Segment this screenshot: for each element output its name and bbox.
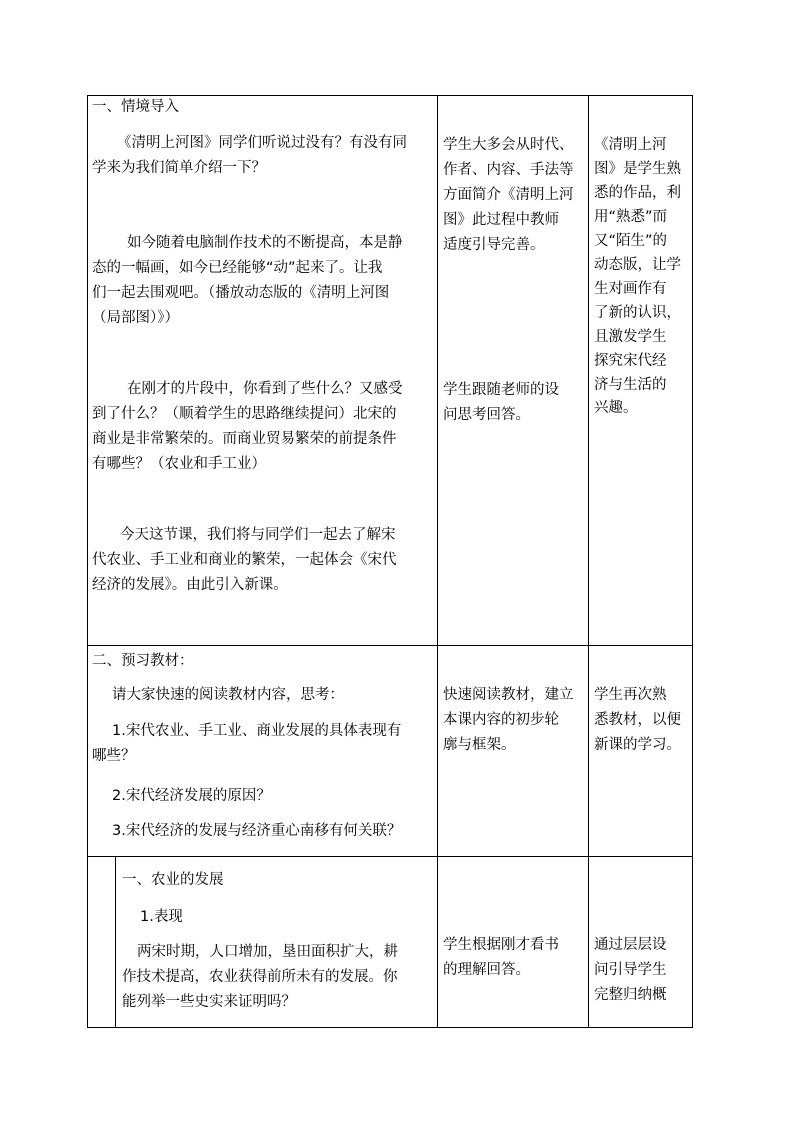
paragraph-line: 用“熟悉”而 <box>594 209 668 225</box>
paragraph-line: 动态版，让学 <box>594 257 681 273</box>
paragraph-line: 方面简介《清明上河 <box>443 187 574 203</box>
paragraph-line: 图》此过程中教师 <box>443 212 559 228</box>
table-border-right <box>692 95 693 1028</box>
paragraph-line: 代农业、手工业和商业的繁荣，一起体会《宋代 <box>92 552 397 568</box>
paragraph-line: 廓与框架。 <box>443 737 516 753</box>
paragraph-line: 又“陌生”的 <box>594 233 668 249</box>
paragraph-line: 学生大多会从时代、 <box>443 137 574 153</box>
paragraph-line: 的理解回答。 <box>443 962 530 978</box>
paragraph-line: 请大家快速的阅读教材内容，思考： <box>112 687 344 703</box>
paragraph-line: 到了什么？（顺着学生的思路继续提问）北宋的 <box>92 406 397 422</box>
row-divider <box>87 856 693 857</box>
question-line: 1.宋代农业、手工业、商业发展的具体表现有 <box>112 723 402 739</box>
paragraph-line: 《清明上河 <box>594 137 667 153</box>
paragraph-line: 济与生活的 <box>594 377 667 393</box>
section-heading: 一、农业的发展 <box>122 872 224 888</box>
paragraph-line: 问思考回答。 <box>443 407 530 423</box>
paragraph-line: 学生再次熟 <box>594 687 667 703</box>
paragraph-line: 快速阅读教材，建立 <box>443 687 574 703</box>
question-line: 3.宋代经济的发展与经济重心南移有何关联？ <box>112 823 402 839</box>
paragraph-line: 今天这节课，我们将与同学们一起去了解宋 <box>120 527 396 543</box>
section-heading: 二、预习教材： <box>92 653 194 669</box>
table-border-left <box>87 95 88 1028</box>
inner-cell-divider <box>115 856 116 1027</box>
paragraph-line: 图》是学生熟 <box>594 161 681 177</box>
section-heading: 一、情境导入 <box>92 99 179 115</box>
paragraph-line: 通过层层设 <box>594 937 667 953</box>
paragraph-line: 了新的认识， <box>594 305 681 321</box>
paragraph-line: 问引导学生 <box>594 962 667 978</box>
paragraph-line: 悉教材，以便 <box>594 712 681 728</box>
paragraph-line: 如今随着电脑制作技术的不断提高，本是静 <box>127 235 403 251</box>
paragraph-line: 本课内容的初步轮 <box>443 712 559 728</box>
paragraph-line: 悉的作品，利 <box>594 185 681 201</box>
paragraph-line: 适度引导完善。 <box>443 237 545 253</box>
paragraph-line: 在刚才的片段中，你看到了些什么？又感受 <box>127 381 403 397</box>
paragraph-line: 生对画作有 <box>594 281 667 297</box>
column-divider <box>437 95 438 1028</box>
question-line: 2.宋代经济发展的原因？ <box>112 788 271 804</box>
paragraph-line: 学生根据刚才看书 <box>443 937 559 953</box>
paragraph-line: 作者、内容、手法等 <box>443 162 574 178</box>
paragraph-line: 学来为我们简单介绍一下？ <box>92 160 266 176</box>
subheading: 1.表现 <box>140 909 183 925</box>
paragraph-line: 完整归纳概 <box>594 987 667 1003</box>
paragraph-line: 且激发学生 <box>594 329 667 345</box>
table-border-bottom <box>87 1027 693 1028</box>
paragraph-line: 能列举一些史实来证明吗？ <box>122 994 296 1010</box>
table-border-top <box>87 95 693 96</box>
paragraph-line: 新课的学习。 <box>594 737 681 753</box>
column-divider <box>588 95 589 1028</box>
paragraph-line: （局部图）》） <box>92 310 179 326</box>
paragraph-line: 作技术提高，农业获得前所未有的发展。你 <box>122 969 398 985</box>
paragraph-line: 探究宋代经 <box>594 353 667 369</box>
paragraph-line: 经济的发展》。由此引入新课。 <box>92 577 288 593</box>
paragraph-line: 商业是非常繁荣的。而商业贸易繁荣的前提条件 <box>92 431 397 447</box>
paragraph-line: 兴趣。 <box>594 400 638 416</box>
paragraph-line: 有哪些？（农业和手工业） <box>92 456 266 472</box>
row-divider <box>87 645 693 646</box>
paragraph-line: 两宋时期，人口增加，垦田面积扩大，耕 <box>137 944 398 960</box>
question-line: 哪些？ <box>92 748 136 764</box>
paragraph-line: 《清明上河图》同学们听说过没有？有没有同 <box>117 135 407 151</box>
paragraph-line: 们一起去围观吧。（播放动态版的《清明上河图 <box>92 285 390 301</box>
paragraph-line: 学生跟随老师的设 <box>443 382 559 398</box>
paragraph-line: 态的一幅画，如今已经能够“动”起来了。让我 <box>92 260 383 276</box>
